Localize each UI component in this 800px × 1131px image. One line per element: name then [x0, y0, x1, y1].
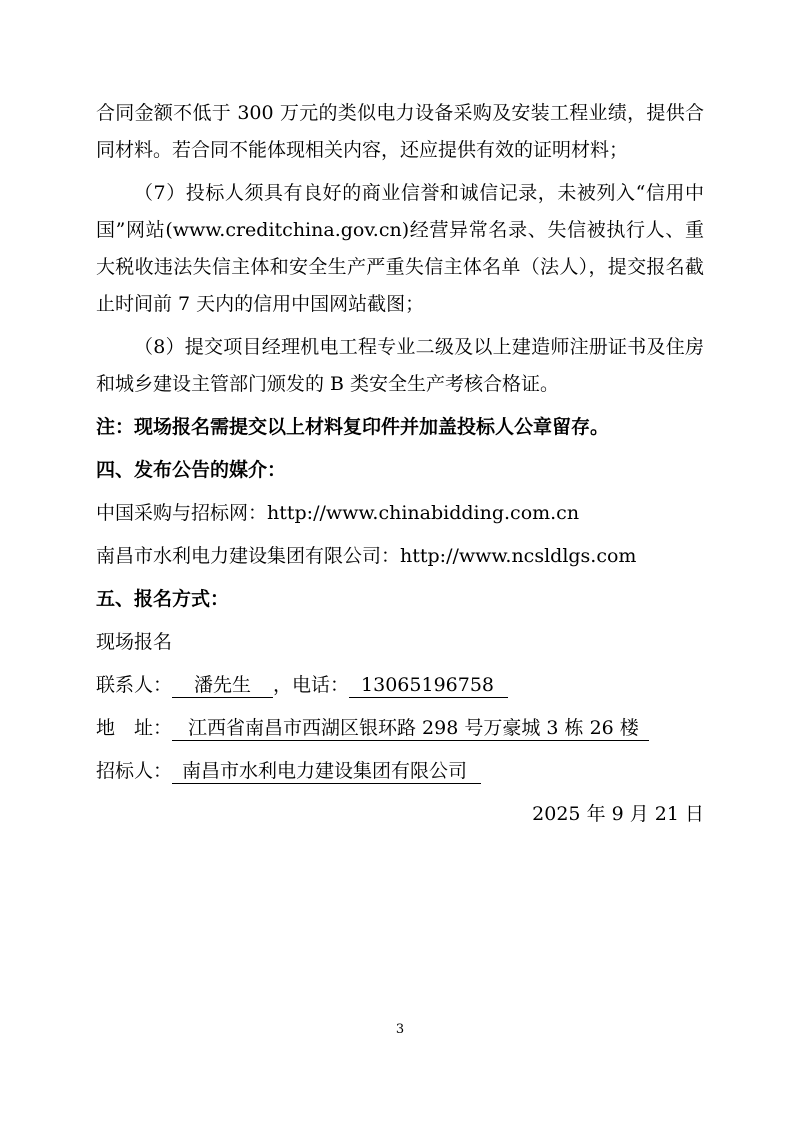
contact-line	[96, 667, 704, 704]
paragraph-item-8: （8）提交项目经理机电工程专业二级及以上建造师注册证书及住房和城乡建设主管部门颁发的 B 类安全生产考核合格证。	[96, 336, 704, 395]
note-line: 注：现场报名需提交以上材料复印件并加盖投标人公章留存。	[96, 416, 610, 438]
document-date: 2025 年 9 月 21 日	[532, 803, 704, 825]
media-line-chinabidding: 中国采购与招标网：http://www.chinabidding.com.cn	[96, 502, 580, 524]
address-label: 地 址：	[96, 717, 173, 739]
registration-method: 现场报名	[96, 631, 173, 653]
contact-label: 联系人：	[96, 674, 173, 696]
paragraph-contract-requirement: 合同金额不低于 300 万元的类似电力设备采购及安装工程业绩，提供合同材料。若合同不能体现相关内容，还应提供有效的证明材料；	[96, 102, 704, 161]
paragraph-item-7: （7）投标人须具有良好的商业信誉和诚信记录，未被列入“信用中国”网站(www.creditchina.gov.cn)经营异常名录、失信被执行人、重大税收违法失信主体和安全生产严重失信主体名单（法人），提交报名截止时间前 7 天内的信用中国网站截图；	[96, 182, 704, 315]
tenderer-line	[96, 753, 704, 790]
tenderer-label: 招标人：	[96, 760, 173, 782]
contact-phone: 13065196758	[349, 674, 508, 698]
section-5-heading: 五、报名方式：	[96, 588, 230, 610]
address-value: 江西省南昌市西湖区银环路 298 号万豪城 3 栋 26 楼	[172, 717, 649, 741]
page-number: 3	[395, 1022, 405, 1037]
contact-phone-label: ，电话：	[273, 674, 350, 696]
section-4-heading: 四、发布公告的媒介：	[96, 459, 287, 481]
contact-name: 潘先生	[172, 674, 273, 698]
address-line	[96, 710, 704, 747]
media-line-ncsldlgs: 南昌市水利电力建设集团有限公司：http://www.ncsldlgs.com	[96, 545, 637, 567]
document-content	[96, 95, 704, 839]
tenderer-value: 南昌市水利电力建设集团有限公司	[172, 760, 481, 784]
